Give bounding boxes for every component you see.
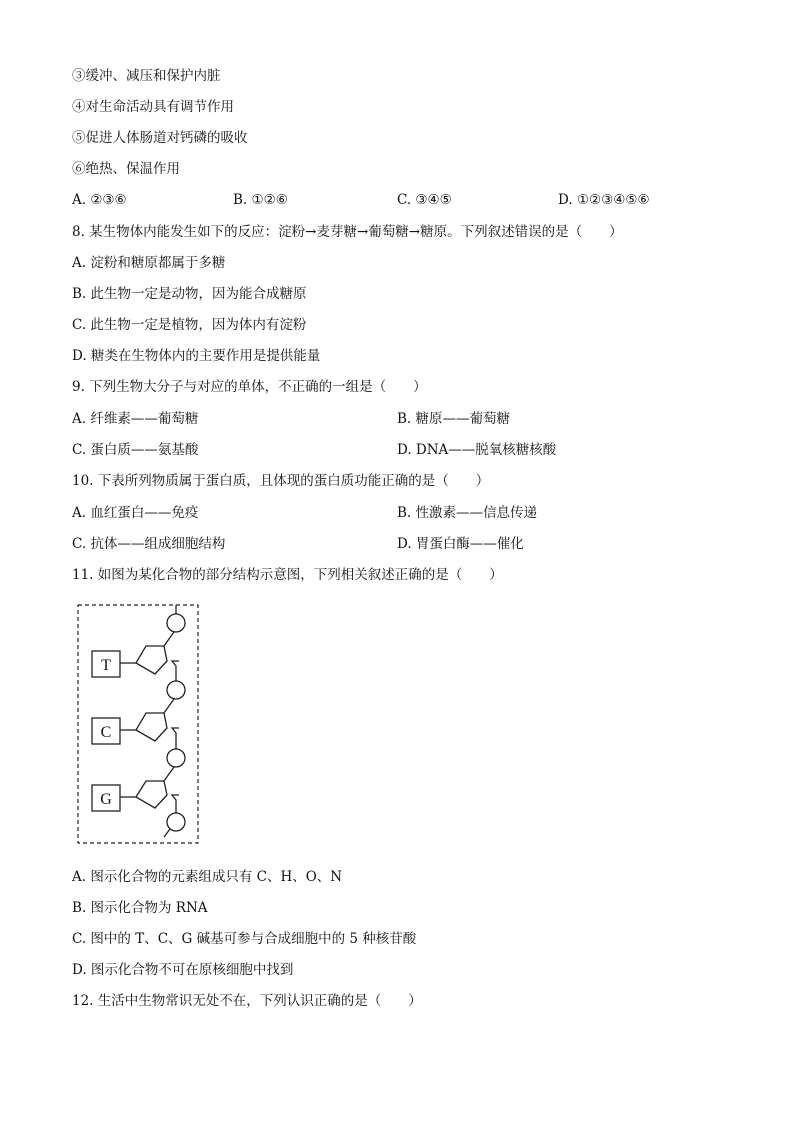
q7-option-d: D. ①②③④⑤⑥ [558,192,650,208]
base-label-t: T [101,657,111,674]
backbone-bond [164,767,174,781]
pentose-sugar [136,646,167,674]
q11-option-c: C. 图中的 T、C、G 碱基可参与合成细胞中的 5 种核苷酸 [72,931,417,947]
q9-stem: 9. 下列生物大分子与对应的单体，不正确的一组是（ ） [72,379,427,395]
q9-option-c: C. 蛋白质——氨基酸 [72,442,199,458]
q9-option-a: A. 纤维素——葡萄糖 [72,411,199,427]
q8-stem: 8. 某生物体内能发生如下的反应：淀粉→麦芽糖→葡萄糖→糖原。下列叙述错误的是（ ） [72,224,623,240]
q8-option-a: A. 淀粉和糖原都属于多糖 [72,255,226,271]
pentose-sugar [136,781,167,808]
q11-option-a: A. 图示化合物的元素组成只有 C、H、O、N [72,869,343,885]
q11-option-d: D. 图示化合物不可在原核细胞中找到 [72,962,294,978]
q12-stem: 12. 生活中生物常识无处不在，下列认识正确的是（ ） [72,993,422,1009]
backbone-bond [172,661,179,681]
q7-option-b: B. ①②⑥ [233,192,288,208]
q7-item-6: ⑥绝热、保温作用 [72,161,180,177]
q10-option-b: B. 性激素——信息传递 [397,505,538,521]
q11-stem: 11. 如图为某化合物的部分结构示意图，下列相关叙述正确的是（ ） [72,567,503,583]
phosphate-circle [167,681,185,699]
phosphate-circle [167,614,185,632]
base-label-c: C [100,724,112,741]
q8-option-c: C. 此生物一定是植物，因为体内有淀粉 [72,317,307,333]
q10-option-c: C. 抗体——组成细胞结构 [72,536,226,552]
pentose-sugar [136,713,167,741]
q7-item-3: ③缓冲、减压和保护内脏 [72,68,221,84]
q10-stem: 10. 下表所列物质属于蛋白质，且体现的蛋白质功能正确的是（ ） [72,473,490,489]
backbone-bond [164,632,174,646]
q9-option-d: D. DNA——脱氧核糖核酸 [397,442,557,458]
q11-option-b: B. 图示化合物为 RNA [72,900,208,916]
q8-option-b: B. 此生物一定是动物，因为能合成糖原 [72,286,307,302]
q10-option-d: D. 胃蛋白酶——催化 [397,536,524,552]
q10-option-a: A. 血红蛋白——免疫 [72,505,199,521]
dashed-boundary [78,605,198,843]
q7-option-c: C. ③④⑤ [397,192,452,208]
backbone-bond [164,699,174,713]
phosphate-circle [167,813,185,831]
q7-item-5: ⑤促进人体肠道对钙磷的吸收 [72,130,248,146]
backbone-bond [164,829,170,837]
q9-option-b: B. 糖原——葡萄糖 [397,411,511,427]
base-label-g: G [100,791,112,808]
phosphate-circle [167,749,185,767]
nucleotide-chain-diagram [76,601,202,845]
q7-item-4: ④对生命活动具有调节作用 [72,99,234,115]
backbone-bond [172,795,179,813]
backbone-bond [172,728,179,749]
q8-option-d: D. 糖类在生物体内的主要作用是提供能量 [72,348,321,364]
q7-option-a: A. ②③⑥ [72,192,127,208]
